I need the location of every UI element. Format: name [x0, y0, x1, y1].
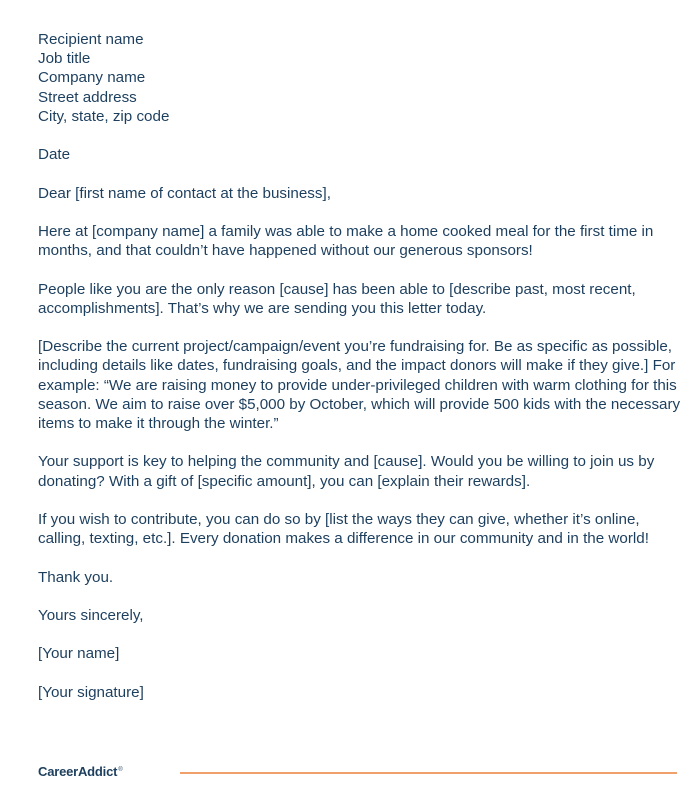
paragraph-how-to-contribute: If you wish to contribute, you can do so by [list the ways they can give, whether it’s online, calling, texting, etc.]. Every donation makes a difference in our community and in the world!: [38, 510, 649, 548]
recipient-street-address: Street address: [38, 88, 137, 106]
letter-date: Date: [38, 146, 71, 164]
letter-body: [38, 30, 683, 721]
recipient-name: Recipient name: [38, 31, 144, 48]
letter-salutation: Dear [first name of contact at the business],: [38, 184, 331, 202]
recipient-address-block: [38, 30, 683, 126]
recipient-city-state-zip: City, state, zip code: [38, 107, 170, 125]
paragraph-donation-ask: Your support is key to helping the community and [cause]. Would you be willing to join us by donating? With a gift of [specific amount], you can [explain their rewards].: [38, 453, 655, 490]
page-footer: [0, 762, 700, 786]
letter-closing: Yours sincerely,: [38, 606, 144, 624]
registered-mark: ®: [118, 766, 123, 773]
recipient-job-title: Job title: [38, 50, 91, 68]
letter-thanks: Thank you.: [38, 568, 114, 586]
careeraddict-logo: [38, 764, 122, 779]
sender-name-placeholder: [Your name]: [38, 645, 120, 663]
recipient-company-name: Company name: [38, 69, 146, 87]
paragraph-campaign-description: [Describe the current project/campaign/event you’re fundraising for. Be as specific as possible, including details like dates, fundraising goals, and the impact donors will make if they give.] For example: “We are raising money to provide under-privileged children with warm clothing for this season. We aim to raise over $5,000 by October, which will provide 500 kids with the necessary items to make it through the winter.”: [38, 338, 681, 432]
brand-name: CareerAddict: [38, 764, 118, 779]
paragraph-intro: Here at [company name] a family was able to make a home cooked meal for the first time in months, and that couldn’t have happened without our generous sponsors!: [38, 222, 654, 260]
footer-divider: [180, 772, 677, 774]
signature-placeholder: [Your signature]: [38, 683, 144, 701]
paragraph-accomplishments: People like you are the only reason [cause] has been able to [describe past, most recent, accomplishments]. That’s why we are sending you this letter today.: [38, 280, 636, 317]
